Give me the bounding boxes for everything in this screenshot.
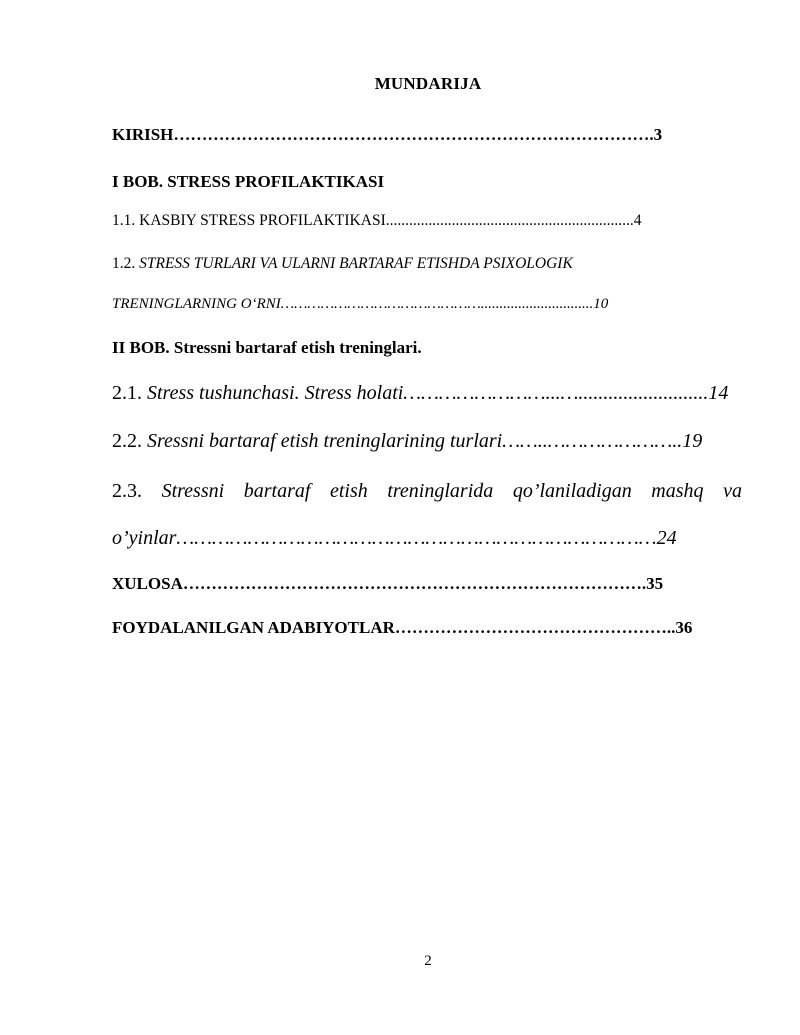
toc-entry-word: treninglarida xyxy=(387,480,494,502)
page-title: MUNDARIJA xyxy=(374,74,482,93)
toc-entry-text: Stress tushunchasi. Stress holati……………………...…..........................14 xyxy=(147,382,729,404)
toc-chapter-2: II BOB. Stressni bartaraf etish treninglari. xyxy=(112,338,422,357)
toc-entry-1-2 xyxy=(112,255,742,273)
toc-entry-word: qo’laniladigan xyxy=(512,480,632,502)
toc-entry-number: 1.2. xyxy=(112,255,140,272)
toc-entry-kirish: KIRISH………………………………………………………………………….3 xyxy=(112,125,663,144)
toc-entry-bibliography: FOYDALANILGAN ADABIYOTLAR…………………………………………..36 xyxy=(112,618,693,637)
toc-chapter-1: I BOB. STRESS PROFILAKTIKASI xyxy=(112,172,385,191)
toc-entry-2-2 xyxy=(112,430,742,453)
toc-entry-2-3-continued: o’yinlar………………………………………………………………………24 xyxy=(112,527,677,549)
toc-entry-2-3 xyxy=(112,480,742,503)
toc-entry-text: STRESS TURLARI VA ULARNI BARTARAF ETISHDA PSIXOLOGIK xyxy=(139,255,573,272)
toc-entry-word: Stressni xyxy=(161,480,225,502)
toc-entry-word: mashq xyxy=(651,480,704,502)
toc-entry-number: 1.1. xyxy=(112,212,140,229)
toc-entry-text: Sressni bartaraf etish treninglarining turlari……..…………………..19 xyxy=(147,430,703,452)
toc-entry-number: 2.2. xyxy=(112,430,147,452)
toc-entry-word: bartaraf xyxy=(243,480,311,502)
toc-entry-1-2-continued: TRENINGLARNING O‘RNI………………………………………..............................10 xyxy=(112,296,609,312)
toc-entry-xulosa: XULOSA……………………………………………………………………….35 xyxy=(112,574,664,593)
toc-entry-1-1 xyxy=(112,212,738,230)
page-number: 2 xyxy=(424,953,432,969)
toc-entry-number: 2.3. xyxy=(112,480,142,502)
toc-entry-2-1 xyxy=(112,382,742,405)
toc-entry-word: va xyxy=(723,480,742,502)
toc-entry-word: etish xyxy=(329,480,368,502)
toc-entry-text: KASBIY STRESS PROFILAKTIKASI................................................................4 xyxy=(139,212,642,229)
toc-entry-number: 2.1. xyxy=(112,382,147,404)
